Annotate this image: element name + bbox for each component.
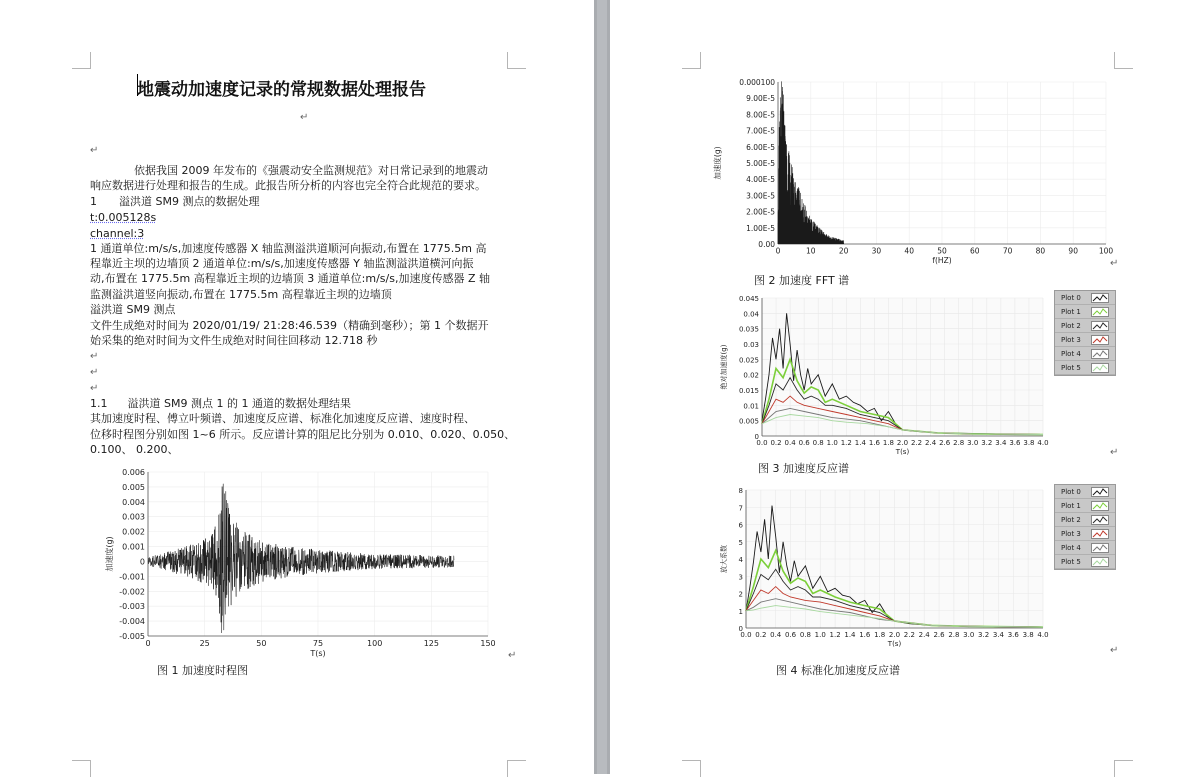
y-tick-label: -0.002	[119, 587, 145, 597]
y-tick-label: -0.004	[119, 617, 145, 627]
y-axis-label: 加速度(g)	[105, 536, 114, 572]
legend-label: Plot 3	[1061, 335, 1081, 344]
legend-label: Plot 2	[1061, 515, 1081, 524]
y-tick-label: 3.00E-5	[746, 191, 775, 201]
legend-item	[1055, 527, 1115, 541]
legend-swatch	[1091, 335, 1109, 345]
y-tick-label: 3	[738, 573, 743, 582]
legend-fig3	[1054, 290, 1116, 376]
y-tick-label: 7	[738, 504, 743, 513]
y-tick-label: 0.002	[122, 527, 145, 537]
result-line[interactable]: 位移时程图分别如图 1~6 所示。反应谱计算的阻尼比分别为 0.010、0.020、0.050、	[90, 428, 516, 441]
document-page-left[interactable]	[0, 0, 594, 774]
y-tick-label: 4.00E-5	[746, 175, 775, 185]
legend-item	[1055, 333, 1115, 347]
chart-fft-spectrum	[710, 72, 1114, 272]
x-tick-label: 0.4	[770, 631, 782, 639]
x-tick-label: 0.0	[740, 631, 752, 639]
x-tick-label: 50	[256, 639, 267, 648]
legend-swatch	[1091, 293, 1109, 303]
result-line[interactable]: 其加速度时程、傅立叶频谱、加速度反应谱、标准化加速度反应谱、速度时程、	[90, 412, 475, 425]
paragraph-mark: ↵	[90, 383, 99, 394]
x-tick-label: 100	[1098, 246, 1114, 256]
y-tick-label: 0.005	[738, 417, 759, 426]
x-tick-label: 2.0	[888, 631, 901, 639]
legend-swatch	[1091, 543, 1109, 553]
crop-mark-top-left	[682, 52, 701, 69]
y-tick-label: 1	[738, 607, 743, 616]
x-tick-label: 0.8	[812, 439, 824, 447]
page-gutter	[594, 0, 610, 774]
y-tick-label: 6.00E-5	[746, 142, 775, 152]
paragraph-mark: ↵	[1110, 447, 1119, 458]
paragraph-mark: ↵	[1110, 258, 1119, 269]
paragraph-mark: ↵	[1110, 645, 1119, 656]
legend-item	[1055, 319, 1115, 333]
legend-label: Plot 2	[1061, 321, 1081, 330]
y-axis-label: 加速度(g)	[713, 146, 722, 180]
y-tick-label: 5	[738, 538, 743, 547]
crop-mark-top-left	[72, 52, 91, 69]
y-tick-label: 0.03	[743, 341, 759, 349]
x-tick-label: 1.8	[882, 439, 895, 447]
crop-mark-top-right	[507, 52, 526, 69]
x-tick-label: 0.4	[784, 439, 796, 447]
crop-mark-bottom-right	[1114, 760, 1133, 777]
intro-paragraph-line[interactable]: 依据我国 2009 年发布的《强震动安全监测规范》对日常记录到的地震动	[134, 164, 488, 177]
x-tick-label: 1.2	[829, 631, 841, 639]
x-tick-label: 2.2	[903, 631, 915, 639]
x-tick-label: 40	[904, 246, 914, 256]
legend-label: Plot 4	[1061, 543, 1081, 552]
x-tick-label: 4.0	[1037, 631, 1049, 639]
figure-2-caption[interactable]: 图 2 加速度 FFT 谱	[754, 274, 850, 287]
y-tick-label: 8	[738, 487, 743, 495]
y-tick-label: 1.00E-5	[746, 223, 775, 233]
chart-acceleration-time-history	[100, 462, 520, 662]
y-tick-label: 0.02	[743, 371, 759, 380]
section-title: 溢洪道 SM9 测点的数据处理	[119, 195, 260, 208]
legend-swatch	[1091, 363, 1109, 373]
x-tick-label: 4.0	[1037, 439, 1049, 447]
paragraph-mark: ↵	[90, 145, 99, 156]
x-tick-label: 2.8	[953, 439, 965, 447]
legend-label: Plot 0	[1061, 487, 1081, 496]
y-tick-label: -0.005	[119, 632, 145, 641]
y-tick-label: 0.000100	[739, 78, 775, 87]
y-tick-label: 0.04	[743, 310, 759, 319]
x-tick-label: 2.0	[896, 439, 909, 447]
legend-item	[1055, 513, 1115, 527]
x-tick-label: 1.4	[854, 439, 866, 447]
y-tick-label: 0.01	[743, 402, 759, 411]
x-tick-label: 0.6	[798, 439, 810, 447]
section-1-1-heading[interactable]	[90, 397, 351, 411]
y-tick-label: 0.015	[738, 387, 759, 395]
y-tick-label: 8.00E-5	[746, 110, 775, 120]
description-line[interactable]: 1 通道单位:m/s/s,加速度传感器 X 轴监测溢洪道顺河向振动,布置在 1775.5m 高	[90, 242, 487, 255]
x-tick-label: 2.6	[933, 631, 945, 639]
x-tick-label: 1.0	[826, 439, 838, 447]
x-axis-label: T(s)	[310, 649, 326, 658]
legend-item	[1055, 499, 1115, 513]
x-tick-label: 2.8	[948, 631, 960, 639]
y-tick-label: 0.045	[738, 295, 759, 303]
chart-normalized-response-spectrum	[710, 482, 1055, 652]
x-tick-label: 0.2	[755, 631, 767, 639]
description-line[interactable]: 监测溢洪道竖向振动,布置在 1775.5m 高程靠近主坝的边墙顶	[90, 288, 392, 301]
x-tick-label: 20	[838, 246, 849, 256]
paragraph-mark: ↵	[90, 351, 99, 362]
legend-swatch	[1091, 487, 1109, 497]
legend-label: Plot 3	[1061, 529, 1081, 538]
channel-line[interactable]: channel:3	[90, 227, 145, 240]
x-axis-label: T(s)	[887, 640, 902, 648]
y-tick-label: 0.006	[122, 468, 145, 477]
result-line[interactable]: 0.100、 0.200、	[90, 443, 179, 456]
document-title[interactable]: 地震动加速度记录的常规数据处理报告	[137, 80, 426, 100]
x-tick-label: 0.8	[799, 631, 811, 639]
y-tick-label: 7.00E-5	[746, 126, 775, 136]
section-number: 1	[90, 195, 97, 208]
x-tick-label: 1.2	[840, 439, 852, 447]
y-tick-label: 5.00E-5	[746, 159, 775, 168]
x-tick-label: 0	[775, 246, 781, 256]
paragraph-mark: ↵	[90, 367, 99, 378]
figure-4-caption[interactable]: 图 4 标准化加速度反应谱	[776, 664, 900, 677]
x-tick-label: 30	[871, 246, 882, 256]
legend-fig4	[1054, 484, 1116, 570]
x-tick-label: 3.8	[1022, 631, 1034, 639]
x-tick-label: 1.0	[814, 631, 826, 639]
legend-swatch	[1091, 515, 1109, 525]
x-tick-label: 25	[199, 639, 210, 648]
legend-item	[1055, 541, 1115, 555]
x-axis-label: T(s)	[895, 448, 910, 456]
legend-label: Plot 5	[1061, 363, 1081, 372]
x-tick-label: 150	[480, 639, 496, 648]
crop-mark-top-right	[1114, 52, 1133, 69]
y-tick-label: 0.003	[122, 512, 145, 522]
legend-item	[1055, 305, 1115, 319]
y-axis-label: 放大系数	[720, 545, 728, 573]
y-tick-label: 0.00	[758, 240, 775, 249]
y-axis-label: 绝对加速度(g)	[720, 344, 728, 390]
legend-item	[1055, 361, 1115, 375]
legend-swatch	[1091, 529, 1109, 539]
x-tick-label: 0	[145, 639, 151, 648]
y-tick-label: 0.035	[738, 325, 759, 334]
x-tick-label: 80	[1035, 246, 1046, 256]
x-tick-label: 2.4	[925, 439, 937, 447]
x-tick-label: 2.4	[918, 631, 930, 639]
y-tick-label: 9.00E-5	[746, 94, 775, 104]
time-line[interactable]: 始采集的绝对时间为文件生成绝对时间往回移动 12.718 秒	[90, 334, 378, 347]
x-tick-label: 3.0	[963, 631, 975, 639]
x-tick-label: 90	[1068, 246, 1078, 256]
section-title: 溢洪道 SM9 测点 1 的 1 通道的数据处理结果	[127, 397, 351, 410]
legend-item	[1055, 485, 1115, 499]
crop-mark-bottom-right	[507, 760, 526, 777]
y-tick-label: 2.00E-5	[746, 207, 775, 217]
x-tick-label: 3.4	[995, 439, 1007, 447]
x-tick-label: 70	[1002, 246, 1013, 256]
section-1-heading[interactable]	[90, 195, 259, 209]
x-tick-label: 2.6	[939, 439, 951, 447]
y-tick-label: -0.001	[119, 572, 145, 582]
station-line[interactable]: 溢洪道 SM9 测点	[90, 303, 176, 316]
x-tick-label: 3.2	[978, 631, 990, 639]
legend-item	[1055, 347, 1115, 361]
y-tick-label: 0	[139, 557, 145, 567]
paragraph-mark: ↵	[508, 650, 517, 661]
x-tick-label: 1.6	[868, 439, 880, 447]
legend-swatch	[1091, 501, 1109, 511]
y-tick-label: -0.003	[119, 602, 145, 612]
document-page-right[interactable]	[610, 0, 1204, 774]
x-tick-label: 1.6	[859, 631, 871, 639]
x-tick-label: 1.8	[874, 631, 886, 639]
y-tick-label: 0.005	[122, 482, 145, 492]
legend-swatch	[1091, 321, 1109, 331]
x-tick-label: 3.8	[1023, 439, 1035, 447]
legend-label: Plot 1	[1061, 307, 1081, 316]
legend-swatch	[1091, 349, 1109, 359]
x-tick-label: 3.4	[992, 631, 1005, 639]
x-tick-label: 0.0	[756, 439, 768, 447]
x-tick-label: 0.2	[770, 439, 782, 447]
description-line[interactable]: 程靠近主坝的边墙顶 2 通道单位:m/s/s,加速度传感器 Y 轴监测溢洪道横河向振	[90, 257, 474, 270]
legend-label: Plot 4	[1061, 349, 1081, 358]
y-tick-label: 0	[738, 625, 743, 633]
x-tick-label: 3.6	[1009, 439, 1021, 447]
legend-label: Plot 5	[1061, 557, 1081, 566]
x-tick-label: 75	[312, 639, 324, 648]
x-tick-label: 3.6	[1007, 631, 1019, 639]
y-tick-label: 2	[738, 590, 743, 599]
figure-1-caption[interactable]: 图 1 加速度时程图	[157, 664, 248, 677]
legend-label: Plot 0	[1061, 293, 1081, 302]
y-tick-label: 0	[754, 433, 759, 441]
x-tick-label: 50	[937, 246, 947, 256]
y-tick-label: 0.001	[122, 542, 145, 552]
y-tick-label: 0.004	[122, 497, 145, 507]
x-tick-label: 100	[367, 639, 383, 648]
crop-mark-bottom-left	[682, 760, 701, 777]
legend-item	[1055, 291, 1115, 305]
chart-acceleration-response-spectrum	[710, 290, 1055, 460]
legend-swatch	[1091, 307, 1109, 317]
legend-swatch	[1091, 557, 1109, 567]
sample-interval-line[interactable]: t:0.005128s	[90, 211, 157, 224]
figure-3-caption[interactable]: 图 3 加速度反应谱	[758, 462, 849, 475]
time-line[interactable]: 文件生成绝对时间为 2020/01/19/ 21:28:46.539（精确到毫秒）；第 1 个数据开	[90, 319, 489, 332]
x-tick-label: 3.0	[967, 439, 979, 447]
crop-mark-bottom-left	[72, 760, 91, 777]
section-number: 1.1	[90, 397, 108, 410]
x-tick-label: 60	[970, 246, 980, 256]
legend-label: Plot 1	[1061, 501, 1081, 510]
legend-item	[1055, 555, 1115, 569]
y-tick-label: 4	[738, 556, 743, 564]
y-tick-label: 0.025	[738, 356, 759, 365]
paragraph-mark: ↵	[300, 112, 309, 123]
intro-paragraph-line[interactable]: 响应数据进行处理和报告的生成。此报告所分析的内容也完全符合此规范的要求。	[90, 179, 486, 192]
description-line[interactable]: 动,布置在 1775.5m 高程靠近主坝的边墙顶 3 通道单位:m/s/s,加速度传感器 Z 轴	[90, 272, 491, 285]
x-tick-label: 1.4	[844, 631, 856, 639]
y-tick-label: 6	[738, 521, 743, 530]
x-tick-label: 10	[806, 246, 816, 256]
x-axis-label: f(HZ)	[932, 256, 952, 265]
x-tick-label: 2.2	[910, 439, 923, 447]
x-tick-label: 125	[423, 639, 439, 648]
x-tick-label: 0.6	[784, 631, 797, 639]
x-tick-label: 3.2	[981, 439, 993, 447]
